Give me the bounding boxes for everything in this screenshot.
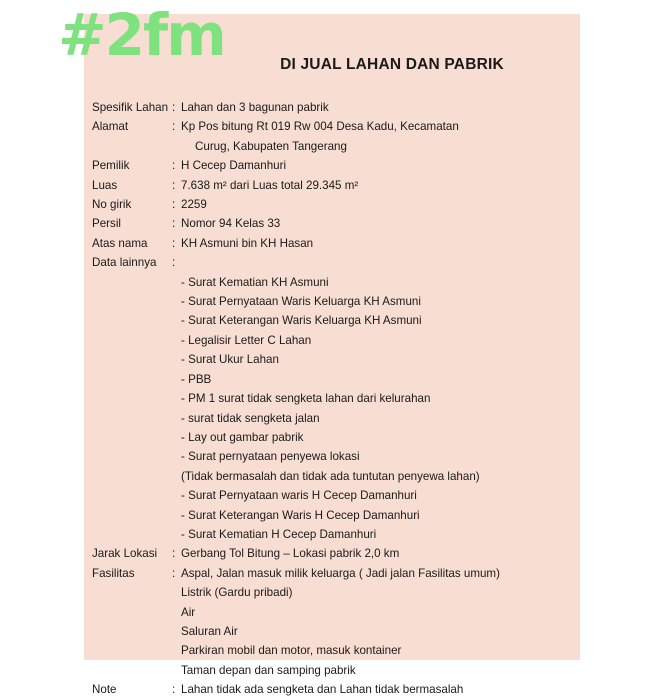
detail-value: Curug, Kabupaten Tangerang (195, 139, 347, 153)
list-item: (Tidak bermasalah dan tidak ada tuntutan penyewa lahan) (181, 469, 480, 483)
list-item: - Legalisir Letter C Lahan (181, 333, 312, 347)
list-item: - Surat pernyataan penyewa lokasi (181, 450, 360, 464)
detail-row (92, 156, 580, 175)
detail-row (92, 98, 580, 117)
detail-row (92, 253, 580, 272)
detail-value: 2259 (181, 198, 207, 212)
detail-row (92, 117, 580, 136)
detail-row (92, 564, 580, 583)
detail-value: H Cecep Damanhuri (181, 159, 287, 173)
list-item: - Surat Keterangan Waris H Cecep Damanhuri (181, 508, 420, 522)
detail-separator: : (172, 683, 176, 697)
list-item: Air (181, 605, 196, 619)
detail-value: Aspal, Jalan masuk milik keluarga ( Jadi jalan Fasilitas umum) (181, 566, 500, 580)
detail-label: No girik (92, 198, 132, 212)
document-sheet (84, 14, 580, 697)
detail-row (92, 234, 580, 253)
detail-value: Nomor 94 Kelas 33 (181, 217, 281, 231)
detail-value: Lahan tidak ada sengketa dan Lahan tidak bermasalah (181, 683, 464, 697)
detail-row (92, 544, 580, 563)
detail-separator: : (172, 120, 176, 134)
detail-value: Kp Pos bitung Rt 019 Rw 004 Desa Kadu, Kecamatan (181, 120, 459, 134)
list-item: Saluran Air (181, 624, 238, 638)
detail-separator: : (172, 178, 176, 192)
detail-separator: : (172, 547, 176, 561)
detail-label: Atas nama (92, 236, 148, 250)
detail-row (92, 195, 580, 214)
list-item: - Surat Pernyataan Waris Keluarga KH Asmuni (181, 295, 421, 309)
detail-continuation (92, 137, 580, 156)
watermark-text: #2fm (58, 1, 225, 69)
list-item: - Surat Keterangan Waris Keluarga KH Asmuni (181, 314, 422, 328)
data-lainnya-list (92, 273, 580, 545)
list-item: Listrik (Gardu pribadi) (181, 586, 293, 600)
list-item: - Surat Pernyataan waris H Cecep Damanhuri (181, 489, 417, 503)
detail-separator: : (172, 566, 176, 580)
list-item: - surat tidak sengketa jalan (181, 411, 320, 425)
document-body (92, 98, 580, 700)
detail-label: Pemilik (92, 159, 130, 173)
detail-row (92, 176, 580, 195)
detail-row (92, 680, 580, 699)
detail-separator: : (172, 256, 176, 270)
detail-value: KH Asmuni bin KH Hasan (181, 236, 314, 250)
detail-label: Fasilitas (92, 566, 135, 580)
list-item: - Surat Kematian H Cecep Damanhuri (181, 527, 377, 541)
detail-value: 7.638 m² dari Luas total 29.345 m² (181, 178, 359, 192)
detail-separator: : (172, 236, 176, 250)
detail-separator: : (172, 198, 176, 212)
detail-row (92, 214, 580, 233)
list-item: - Surat Kematian KH Asmuni (181, 275, 329, 289)
list-item: - PM 1 surat tidak sengketa lahan dari kelurahan (181, 392, 431, 406)
detail-label: Spesifik Lahan (92, 101, 169, 114)
detail-label: Luas (92, 178, 118, 192)
page-title: DI JUAL LAHAN DAN PABRIK (280, 56, 504, 73)
detail-separator: : (172, 159, 176, 173)
detail-label: Data lainnya (92, 256, 157, 270)
list-item: Parkiran mobil dan motor, masuk kontainer (181, 644, 402, 658)
detail-label: Jarak Lokasi (92, 547, 158, 561)
list-item: - PBB (181, 372, 212, 386)
detail-label: Persil (92, 217, 121, 231)
fasilitas-list (92, 583, 580, 680)
detail-separator: : (172, 101, 176, 114)
detail-label: Note (92, 683, 117, 697)
detail-separator: : (172, 217, 176, 231)
detail-value: Lahan dan 3 bagunan pabrik (181, 101, 329, 114)
list-item: - Lay out gambar pabrik (181, 430, 304, 444)
list-item: Taman depan dan samping pabrik (181, 663, 356, 677)
detail-label: Alamat (92, 120, 129, 134)
list-item: - Surat Ukur Lahan (181, 353, 279, 367)
detail-value: Gerbang Tol Bitung – Lokasi pabrik 2,0 km (181, 547, 400, 561)
